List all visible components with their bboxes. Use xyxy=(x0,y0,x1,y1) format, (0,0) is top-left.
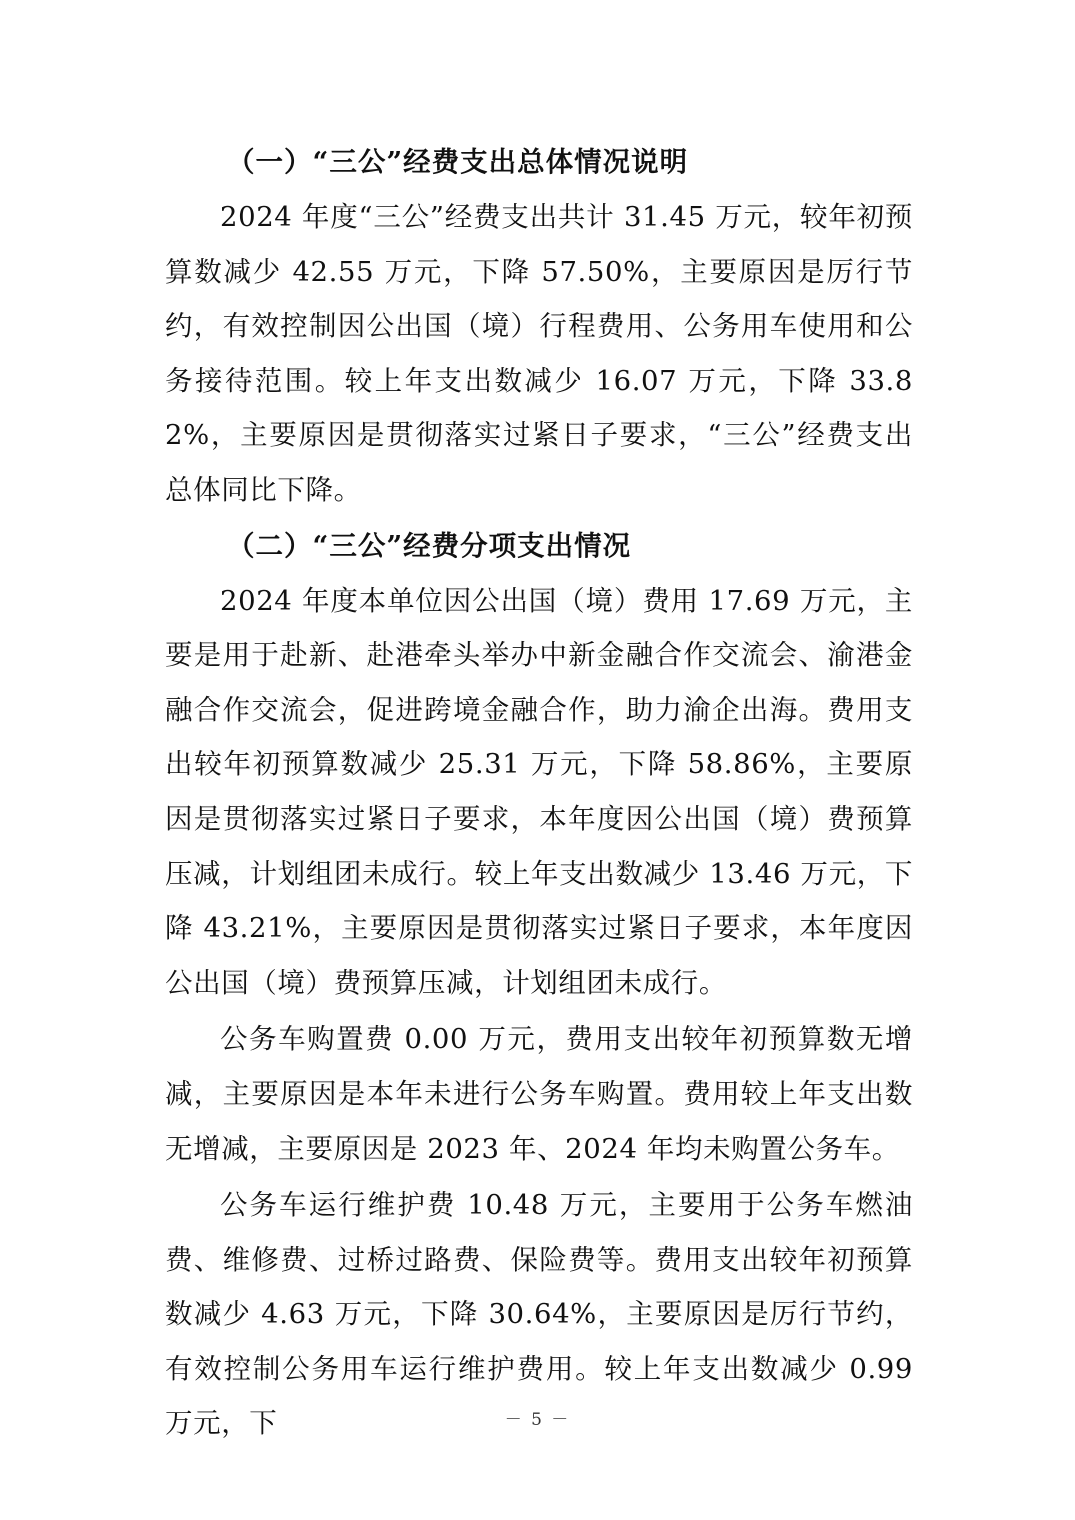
document-body xyxy=(165,134,913,1451)
page-number: － 5 － xyxy=(504,1410,571,1430)
paragraph-vehicle-purchase: 公务车购置费 0.00 万元，费用支出较年初预算数无增减，主要原因是本年未进行公务车购置。费用较上年支出数无增减，主要原因是 2023 年、2024 年均未购置公务车。 xyxy=(165,1023,913,1165)
paragraph-vehicle-maintenance: 公务车运行维护费 10.48 万元，主要用于公务车燃油费、维修费、过桥过路费、保险费等。费用支出较年初预算数减少 4.63 万元，下降 30.64%，主要原因是厉行节约，有效控制公务用车运行维护费用。较上年支出数减少 0.99 万元，下 xyxy=(165,1189,913,1440)
section-heading-itemized: （二）“三公”经费分项支出情况 xyxy=(227,529,632,562)
section-heading-overall: （一）“三公”经费支出总体情况说明 xyxy=(227,146,689,178)
paragraph-overseas-travel: 2024 年度本单位因公出国（境）费用 17.69 万元，主要是用于赴新、赴港牵头举办中新金融合作交流会、渝港金融合作交流会，促进跨境金融合作，助力渝企出海。费用支出较年初预算数减少 25.31 万元，下降 58.86%，主要原因是贯彻落实过紧日子要求，本年度因公出国（境）费预算压减，计划组团未成行。较上年支出数减少 13.46 万元，下降 43.21%，主要原因是贯彻落实过紧日子要求，本年度因公出国（境）费预算压减，计划组团未成行。 xyxy=(165,584,913,999)
paragraph-overall-summary: 2024 年度“三公”经费支出共计 31.45 万元，较年初预算数减少 42.55 万元，下降 57.50%，主要原因是厉行节约，有效控制因公出国（境）行程费用、公务用车使用和公务接待范围。较上年支出数减少 16.07 万元，下降 33.82%，主要原因是贯彻落实过紧日子要求，“三公”经费支出总体同比下降。 xyxy=(165,201,913,506)
